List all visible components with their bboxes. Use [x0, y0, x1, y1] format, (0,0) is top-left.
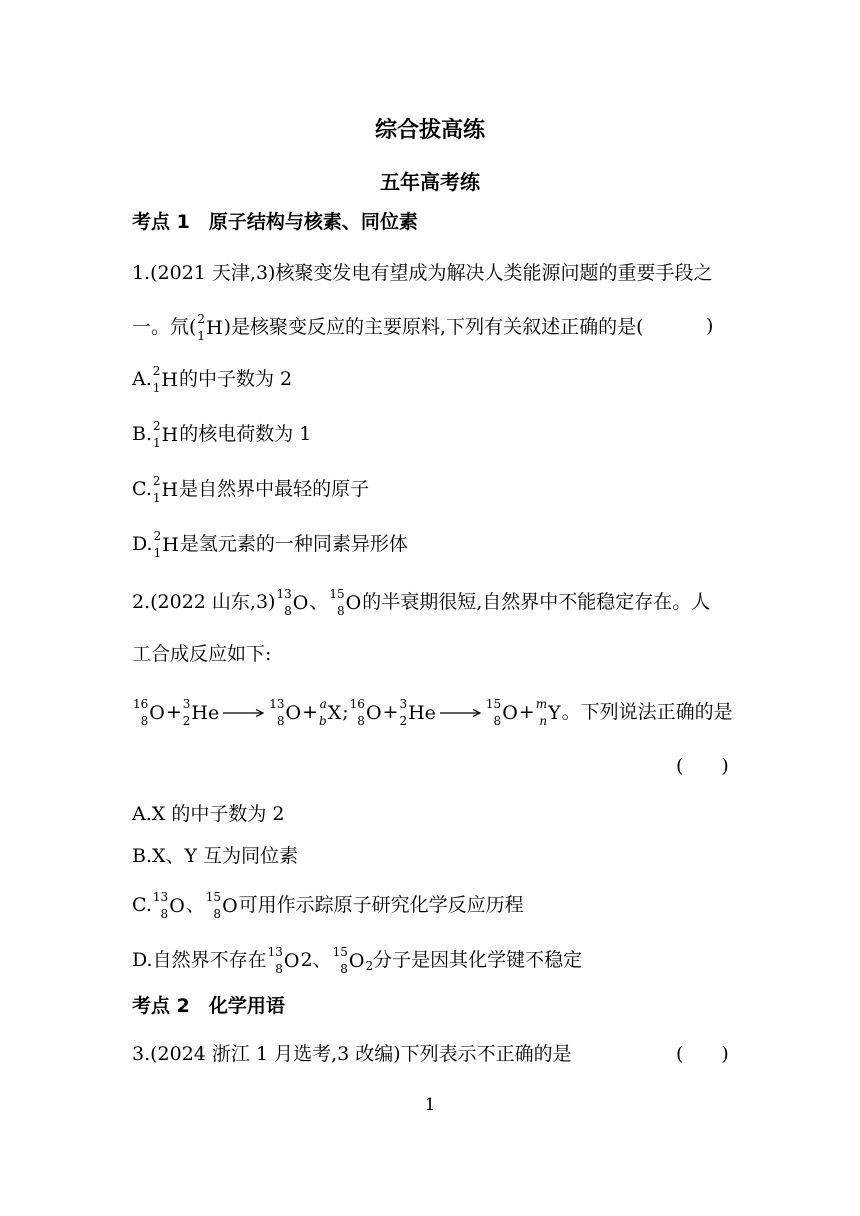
q1-answer-paren-close: ) [706, 315, 714, 337]
nuclide-o15: 15 8 O [332, 945, 365, 976]
reaction-arrow-icon [439, 708, 483, 718]
q2-option-b: B.X、Y 互为同位素 [132, 845, 299, 867]
q1-line-2: 一。氘( 2 1 H )是核聚变反应的主要原料,下列有关叙述正确的是( [132, 312, 644, 343]
nuclide-h2: 2 1 H [197, 312, 223, 343]
nuclide-he3: 3 2 He [399, 697, 436, 728]
nuclide-o16: 16 8 O [349, 697, 382, 728]
q1-option-c: C. 2 1 H 是自然界中最轻的原子 [132, 474, 370, 505]
q2-line-2: 工合成反应如下: [132, 643, 272, 665]
nuclide-he3: 3 2 He [182, 697, 220, 728]
nuclide-o15: 15 8 O [485, 697, 518, 728]
q2-line-1: 2.(2022 山东,3) 13 8 O 、 15 8 O 的半衰期很短,自然界中不能稳定存在。人 [132, 587, 711, 618]
nuclide-h2: 2 1 H [153, 419, 179, 450]
nuclide-y: m n Y [535, 697, 561, 728]
q1-option-a: A. 2 1 H 的中子数为 2 [132, 364, 293, 395]
reaction-arrow-icon [222, 708, 266, 718]
nuclide-o15: 15 8 O [329, 587, 362, 618]
section-subtitle: 五年高考练 [380, 170, 480, 194]
nuclide-o16: 16 8 O [133, 697, 165, 728]
page-number: 1 [424, 1095, 436, 1115]
nuclide-o15: 15 8 O [205, 890, 238, 921]
nuclide-o13: 13 8 O [269, 697, 302, 728]
q2-answer-paren: ( ) [676, 755, 729, 777]
nuclide-x: a b X [319, 697, 342, 728]
nuclide-h2: 2 1 H [152, 474, 179, 505]
nuclide-h2: 2 1 H [152, 364, 178, 395]
q1-line-1: 1.(2021 天津,3)核聚变发电有望成为解决人类能源问题的重要手段之 [132, 262, 713, 284]
q3-line-1: 3.(2024 浙江 1 月选考,3 改编)下列表示不正确的是 [132, 1043, 572, 1065]
q2-option-a: A.X 的中子数为 2 [132, 803, 285, 825]
q2-option-c: C. 13 8 O 、 15 8 O 可用作示踪原子研究化学反应历程 [132, 890, 524, 921]
q2-option-d: D.自然界不存在 13 8 O 2、 15 8 O $_2$分子是因其化学键不稳定 [132, 945, 583, 976]
nuclide-o13: 13 8 O [267, 945, 300, 976]
nuclide-o13: 13 8 O [152, 890, 185, 921]
q3-answer-paren: ( ) [676, 1043, 729, 1065]
q1-option-d: D. 2 1 H 是氢元素的一种同素异形体 [132, 529, 408, 560]
topic-heading-2: 考点 2 化学用语 [132, 995, 285, 1017]
q2-equation: 16 8 O + 3 2 He 13 8 O + a b X ; 16 8 O + 3 2 He 15 8 O + m n Y 。下列说法正确的是 [133, 697, 733, 728]
nuclide-o13: 13 8 O [276, 587, 309, 618]
nuclide-h2: 2 1 H [153, 529, 179, 560]
page-title: 综合拔高练 [374, 118, 485, 143]
q1-option-b: B. 2 1 H 的核电荷数为 1 [132, 419, 312, 450]
topic-heading-1: 考点 1 原子结构与核素、同位素 [132, 211, 418, 233]
